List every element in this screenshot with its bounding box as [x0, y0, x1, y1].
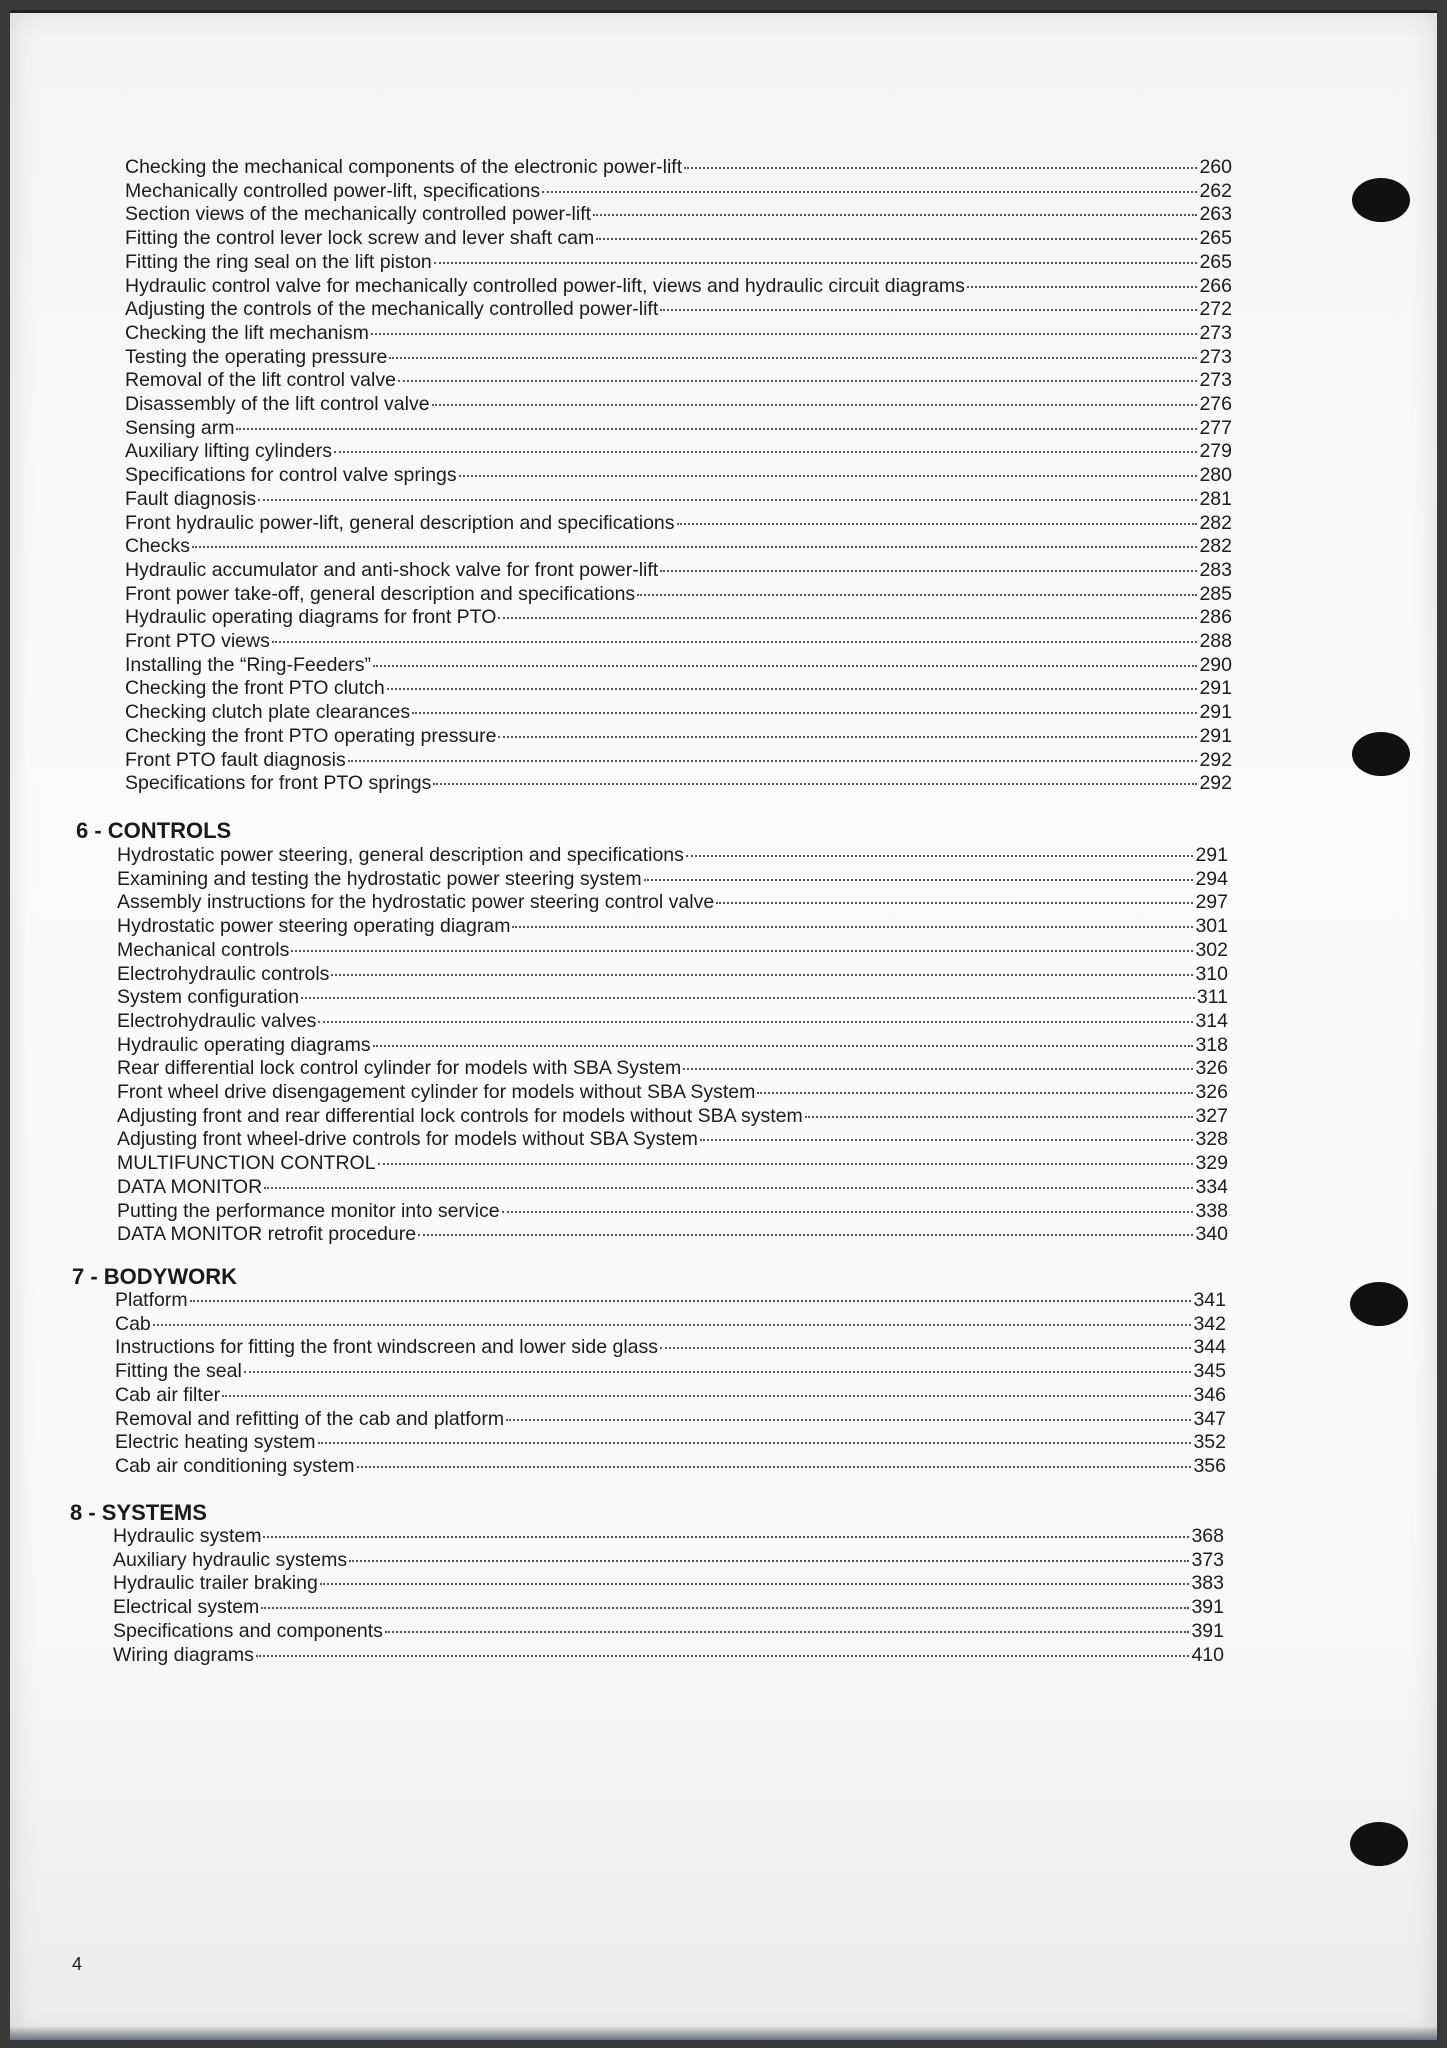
toc-entry-title: Front power take-off, general description and specifications — [125, 582, 636, 605]
toc-entry-page: 329 — [1195, 1152, 1228, 1175]
toc-entry-title: Hydrostatic power steering, general description and specifications — [117, 844, 684, 866]
toc-entry — [125, 251, 1232, 274]
toc-entry-page: 344 — [1193, 1336, 1226, 1359]
toc-entry — [117, 915, 1228, 938]
toc-entry-title: Hydraulic accumulator and anti-shock valve for front power-lift — [125, 558, 659, 581]
section-heading: 7 - BODYWORK — [72, 1264, 237, 1289]
toc-entry-page: 356 — [1193, 1454, 1226, 1477]
toc-entry-title: Specifications for control valve springs — [125, 464, 457, 487]
toc-entry — [125, 203, 1232, 226]
toc-entry — [125, 464, 1232, 487]
toc-entry-page: 288 — [1199, 630, 1232, 652]
toc-entry-leader — [433, 783, 1197, 785]
toc-entry-title: Electrohydraulic controls — [117, 962, 330, 985]
toc-entry-title: Auxiliary lifting cylinders — [125, 440, 332, 463]
toc-entry — [125, 559, 1232, 582]
toc-entry-page: 326 — [1195, 1057, 1228, 1080]
toc-entry-leader — [593, 214, 1197, 216]
toc-entry-leader — [502, 1211, 1194, 1213]
toc-entry — [125, 488, 1232, 511]
toc-entry-leader — [434, 262, 1198, 264]
toc-entry-leader — [291, 950, 1193, 952]
toc-entry-leader — [644, 879, 1194, 881]
toc-entry-title: Section views of the mechanically controlled power-lift — [125, 203, 592, 226]
toc-entry-page: 266 — [1199, 274, 1232, 297]
toc-entry-title: Examining and testing the hydrostatic power steering system — [117, 867, 642, 890]
toc-entry-leader — [660, 309, 1197, 311]
toc-entry-page: 297 — [1195, 891, 1228, 914]
toc-entry-leader — [498, 617, 1197, 619]
toc-entry-leader — [418, 1234, 1193, 1236]
toc-entry-title: Removal and refitting of the cab and platform — [115, 1407, 505, 1430]
toc-entry — [117, 868, 1228, 891]
toc-entry-leader — [264, 1187, 1193, 1189]
toc-entry-leader — [331, 974, 1193, 976]
toc-entry-page: 286 — [1199, 606, 1232, 629]
toc-entry-title: Cab — [115, 1312, 151, 1335]
toc-entry-title: System configuration — [117, 986, 300, 1009]
toc-entry-leader — [318, 1442, 1192, 1444]
toc-entry — [117, 986, 1228, 1009]
toc-entry-page: 314 — [1195, 1009, 1228, 1032]
toc-entry-title: Adjusting front wheel-drive controls for models without SBA System — [117, 1128, 698, 1151]
toc-entry — [113, 1525, 1224, 1548]
toc-entry-title: Checking clutch plate clearances — [125, 701, 411, 724]
toc-entry-page: 310 — [1195, 962, 1228, 985]
toc-entry-page: 352 — [1193, 1431, 1226, 1454]
toc-entry — [125, 440, 1232, 463]
toc-entry-page: 277 — [1199, 416, 1232, 439]
toc-entry-title: Removal of the lift control valve — [125, 369, 396, 392]
toc-entry-leader — [272, 641, 1198, 643]
toc-entry-title: Front PTO views — [125, 630, 270, 652]
toc-entry — [125, 749, 1232, 772]
toc-entry — [125, 654, 1232, 677]
toc-entry — [117, 1200, 1228, 1223]
toc-entry — [113, 1572, 1224, 1595]
toc-entry-leader — [686, 855, 1194, 857]
toc-entry-page: 347 — [1193, 1407, 1226, 1430]
toc-entry — [115, 1431, 1226, 1454]
toc-entry — [125, 512, 1232, 535]
toc-entry-page: 326 — [1195, 1081, 1228, 1103]
toc-entry — [125, 417, 1232, 440]
toc-entry-title: Putting the performance monitor into service — [117, 1199, 500, 1222]
toc-entry-page: 265 — [1199, 227, 1232, 250]
toc-entry-page: 328 — [1195, 1128, 1228, 1151]
toc-entry — [125, 701, 1232, 724]
toc-entry-page: 265 — [1199, 250, 1232, 273]
toc-entry-leader — [387, 688, 1198, 690]
toc-entry-page: 282 — [1199, 535, 1232, 558]
toc-entry-title: Checking the mechanical components of the electronic power-lift — [125, 156, 683, 178]
toc-entry — [125, 630, 1232, 653]
toc-entry-title: Checking the front PTO clutch — [125, 677, 385, 700]
toc-entry-leader — [373, 665, 1197, 667]
toc-entry-title: Hydraulic operating diagrams — [117, 1033, 371, 1056]
toc-entry-leader — [498, 736, 1197, 738]
toc-entry — [113, 1549, 1224, 1572]
toc-entry-leader — [256, 1655, 1190, 1657]
toc-entry — [125, 298, 1232, 321]
toc-entry-page: 263 — [1199, 203, 1232, 226]
toc-entry — [115, 1455, 1226, 1478]
toc-entry-leader — [334, 451, 1197, 453]
toc-entry-page: 383 — [1191, 1572, 1224, 1595]
toc-entry-leader — [716, 902, 1193, 904]
toc-entry-page: 273 — [1199, 369, 1232, 392]
toc-entry — [125, 180, 1232, 203]
toc-entry — [117, 1128, 1228, 1151]
toc-entry-leader — [459, 475, 1198, 477]
toc-entry-page: 341 — [1193, 1289, 1226, 1311]
toc-entry-leader — [432, 404, 1198, 406]
toc-entry — [117, 1034, 1228, 1057]
scanned-page — [10, 10, 1437, 2040]
toc-entry — [125, 346, 1232, 369]
toc-entry-leader — [385, 1631, 1190, 1633]
toc-entry-page: 273 — [1199, 321, 1232, 344]
toc-entry-leader — [222, 1395, 1191, 1397]
toc-entry-page: 290 — [1199, 653, 1232, 676]
toc-entry-title: Adjusting front and rear differential lock controls for models without SBA system — [117, 1104, 803, 1127]
toc-entry — [117, 1105, 1228, 1128]
toc-entry-title: Fault diagnosis — [125, 487, 257, 510]
toc-entry-page: 294 — [1195, 867, 1228, 890]
toc-entry-page: 262 — [1199, 179, 1232, 202]
toc-entry-page: 292 — [1199, 772, 1232, 795]
toc-entry-leader — [389, 357, 1197, 359]
toc-entry-leader — [637, 594, 1197, 596]
toc-entry-title: Checks — [125, 535, 191, 558]
toc-entry-title: Front PTO fault diagnosis — [125, 748, 346, 771]
toc-entry-title: Adjusting the controls of the mechanically controlled power-lift — [125, 298, 659, 321]
toc-entry-page: 276 — [1199, 393, 1232, 415]
table-of-contents — [10, 10, 1437, 2040]
toc-entry-leader — [805, 1116, 1194, 1118]
toc-entry-page: 302 — [1195, 938, 1228, 961]
toc-entry-title: Fitting the control lever lock screw and lever shaft cam — [125, 227, 595, 250]
toc-entry-page: 283 — [1199, 558, 1232, 581]
toc-entry — [117, 963, 1228, 986]
toc-entry-title: Hydraulic system — [113, 1525, 262, 1547]
toc-entry — [125, 393, 1232, 416]
toc-entry — [125, 156, 1232, 179]
toc-entry-title: Disassembly of the lift control valve — [125, 393, 430, 415]
toc-entry-title: Front hydraulic power-lift, general description and specifications — [125, 511, 675, 534]
toc-entry-title: Hydraulic control valve for mechanically controlled power-lift, views and hydraulic circuit diagrams — [125, 274, 965, 297]
toc-entry — [125, 369, 1232, 392]
toc-entry-title: Electrohydraulic valves — [117, 1009, 317, 1032]
toc-entry-title: Sensing arm — [125, 416, 235, 439]
toc-entry-title: Specifications for front PTO springs — [125, 772, 432, 795]
toc-entry-page: 342 — [1193, 1312, 1226, 1335]
toc-entry-leader — [357, 1466, 1192, 1468]
toc-entry — [115, 1313, 1226, 1336]
toc-entry-title: Platform — [115, 1289, 188, 1311]
toc-entry-title: Specifications and components — [113, 1619, 383, 1642]
toc-entry — [125, 275, 1232, 298]
toc-entry-leader — [263, 1536, 1189, 1538]
toc-entry — [117, 891, 1228, 914]
toc-entry-title: Mechanically controlled power-lift, specifications — [125, 179, 541, 202]
toc-entry-leader — [190, 1300, 1192, 1302]
toc-entry — [117, 939, 1228, 962]
toc-entry-page: 292 — [1199, 748, 1232, 771]
toc-entry-leader — [318, 1021, 1193, 1023]
toc-entry — [117, 1223, 1228, 1246]
toc-entry-page: 373 — [1191, 1548, 1224, 1571]
toc-entry-leader — [660, 570, 1197, 572]
toc-entry-title: Auxiliary hydraulic systems — [113, 1548, 348, 1571]
toc-entry — [125, 535, 1232, 558]
toc-entry-page: 279 — [1199, 440, 1232, 463]
toc-entry-page: 327 — [1195, 1104, 1228, 1127]
toc-entry-title: Fitting the seal — [115, 1360, 242, 1383]
toc-entry-title: Rear differential lock control cylinder for models with SBA System — [117, 1057, 682, 1080]
toc-entry — [113, 1644, 1224, 1667]
toc-entry-page: 318 — [1195, 1033, 1228, 1056]
toc-entry — [115, 1384, 1226, 1407]
toc-entry-page: 410 — [1191, 1643, 1224, 1666]
toc-entry-title: Fitting the ring seal on the lift piston — [125, 250, 432, 273]
toc-entry-title: Testing the operating pressure — [125, 345, 388, 368]
toc-entry-leader — [192, 546, 1197, 548]
toc-entry — [117, 1057, 1228, 1080]
toc-entry-page: 311 — [1196, 986, 1228, 1009]
toc-entry-leader — [677, 523, 1198, 525]
toc-entry-title: Wiring diagrams — [113, 1643, 254, 1666]
toc-entry-leader — [967, 286, 1198, 288]
toc-entry-title: Hydraulic operating diagrams for front PTO — [125, 606, 497, 629]
toc-entry-leader — [660, 1347, 1191, 1349]
toc-entry-page: 291 — [1199, 701, 1232, 724]
toc-entry — [117, 1152, 1228, 1175]
toc-entry-leader — [512, 926, 1193, 928]
toc-entry-leader — [378, 1163, 1194, 1165]
toc-entry — [117, 1010, 1228, 1033]
section-heading: 8 - SYSTEMS — [70, 1500, 207, 1525]
toc-entry-leader — [320, 1583, 1190, 1585]
toc-entry-page: 260 — [1199, 156, 1232, 178]
toc-entry-leader — [700, 1139, 1194, 1141]
toc-entry-page: 340 — [1195, 1223, 1228, 1246]
toc-entry-title: Checking the lift mechanism — [125, 321, 369, 344]
toc-entry-title: Cab air filter — [115, 1383, 221, 1406]
toc-entry — [117, 1176, 1228, 1199]
toc-entry-title: Electric heating system — [115, 1431, 316, 1454]
toc-entry-leader — [757, 1092, 1193, 1094]
toc-entry — [115, 1336, 1226, 1359]
section-heading: 6 - CONTROLS — [76, 818, 232, 843]
toc-entry — [113, 1596, 1224, 1619]
toc-entry — [125, 227, 1232, 250]
toc-entry-leader — [349, 1560, 1189, 1562]
toc-entry-page: 345 — [1193, 1360, 1226, 1383]
toc-entry-leader — [398, 380, 1198, 382]
toc-entry — [117, 844, 1228, 867]
toc-entry-page: 334 — [1195, 1175, 1228, 1198]
toc-entry-leader — [684, 167, 1197, 169]
toc-entry-leader — [244, 1371, 1192, 1373]
toc-entry-leader — [371, 333, 1198, 335]
toc-entry — [125, 677, 1232, 700]
toc-entry-page: 291 — [1199, 677, 1232, 700]
toc-entry-page: 391 — [1191, 1596, 1224, 1619]
toc-entry-title: Electrical system — [113, 1596, 260, 1619]
toc-entry-title: Hydrostatic power steering operating diagram — [117, 915, 511, 938]
toc-entry-page: 391 — [1191, 1619, 1224, 1642]
toc-entry-page: 338 — [1195, 1199, 1228, 1222]
toc-entry — [117, 1081, 1228, 1104]
toc-entry-leader — [153, 1324, 1192, 1326]
toc-entry-leader — [412, 712, 1197, 714]
page-number: 4 — [72, 1954, 83, 1974]
toc-entry-leader — [348, 760, 1198, 762]
toc-entry — [115, 1408, 1226, 1431]
toc-entry-leader — [261, 1607, 1189, 1609]
toc-entry-title: Mechanical controls — [117, 938, 290, 961]
toc-entry-title: Hydraulic trailer braking — [113, 1572, 318, 1595]
toc-entry — [115, 1289, 1226, 1312]
toc-entry-leader — [542, 191, 1197, 193]
toc-entry — [125, 583, 1232, 606]
toc-entry-leader — [258, 499, 1197, 501]
toc-entry-title: Cab air conditioning system — [115, 1454, 355, 1477]
toc-entry-page: 280 — [1199, 464, 1232, 487]
toc-entry-leader — [236, 428, 1197, 430]
toc-entry-title: Front wheel drive disengagement cylinder for models without SBA System — [117, 1081, 756, 1103]
toc-entry — [125, 772, 1232, 795]
toc-entry-leader — [373, 1045, 1194, 1047]
toc-entry-title: MULTIFUNCTION CONTROL — [117, 1152, 376, 1175]
toc-entry-title: Assembly instructions for the hydrostatic power steering control valve — [117, 891, 715, 914]
toc-entry-leader — [683, 1068, 1193, 1070]
toc-entry-leader — [301, 997, 1195, 999]
toc-entry-page: 368 — [1191, 1525, 1224, 1547]
toc-entry-page: 301 — [1195, 915, 1228, 938]
toc-entry — [125, 322, 1232, 345]
toc-entry-title: Checking the front PTO operating pressure — [125, 724, 497, 747]
toc-entry-page: 272 — [1199, 298, 1232, 321]
toc-entry-title: Installing the “Ring-Feeders” — [125, 653, 372, 676]
toc-entry-title: Instructions for fitting the front windscreen and lower side glass — [115, 1336, 659, 1359]
toc-entry-title: DATA MONITOR — [117, 1175, 263, 1198]
toc-entry — [115, 1360, 1226, 1383]
toc-entry-page: 282 — [1199, 511, 1232, 534]
toc-entry — [125, 606, 1232, 629]
toc-entry — [125, 725, 1232, 748]
toc-entry-page: 281 — [1199, 487, 1232, 510]
toc-entry-leader — [596, 238, 1197, 240]
toc-entry — [113, 1620, 1224, 1643]
toc-entry-title: DATA MONITOR retrofit procedure — [117, 1223, 417, 1246]
toc-entry-page: 291 — [1199, 724, 1232, 747]
toc-entry-page: 346 — [1193, 1383, 1226, 1406]
toc-entry-page: 285 — [1199, 582, 1232, 605]
toc-entry-page: 273 — [1199, 345, 1232, 368]
toc-entry-page: 291 — [1195, 844, 1228, 866]
toc-entry-leader — [506, 1419, 1191, 1421]
